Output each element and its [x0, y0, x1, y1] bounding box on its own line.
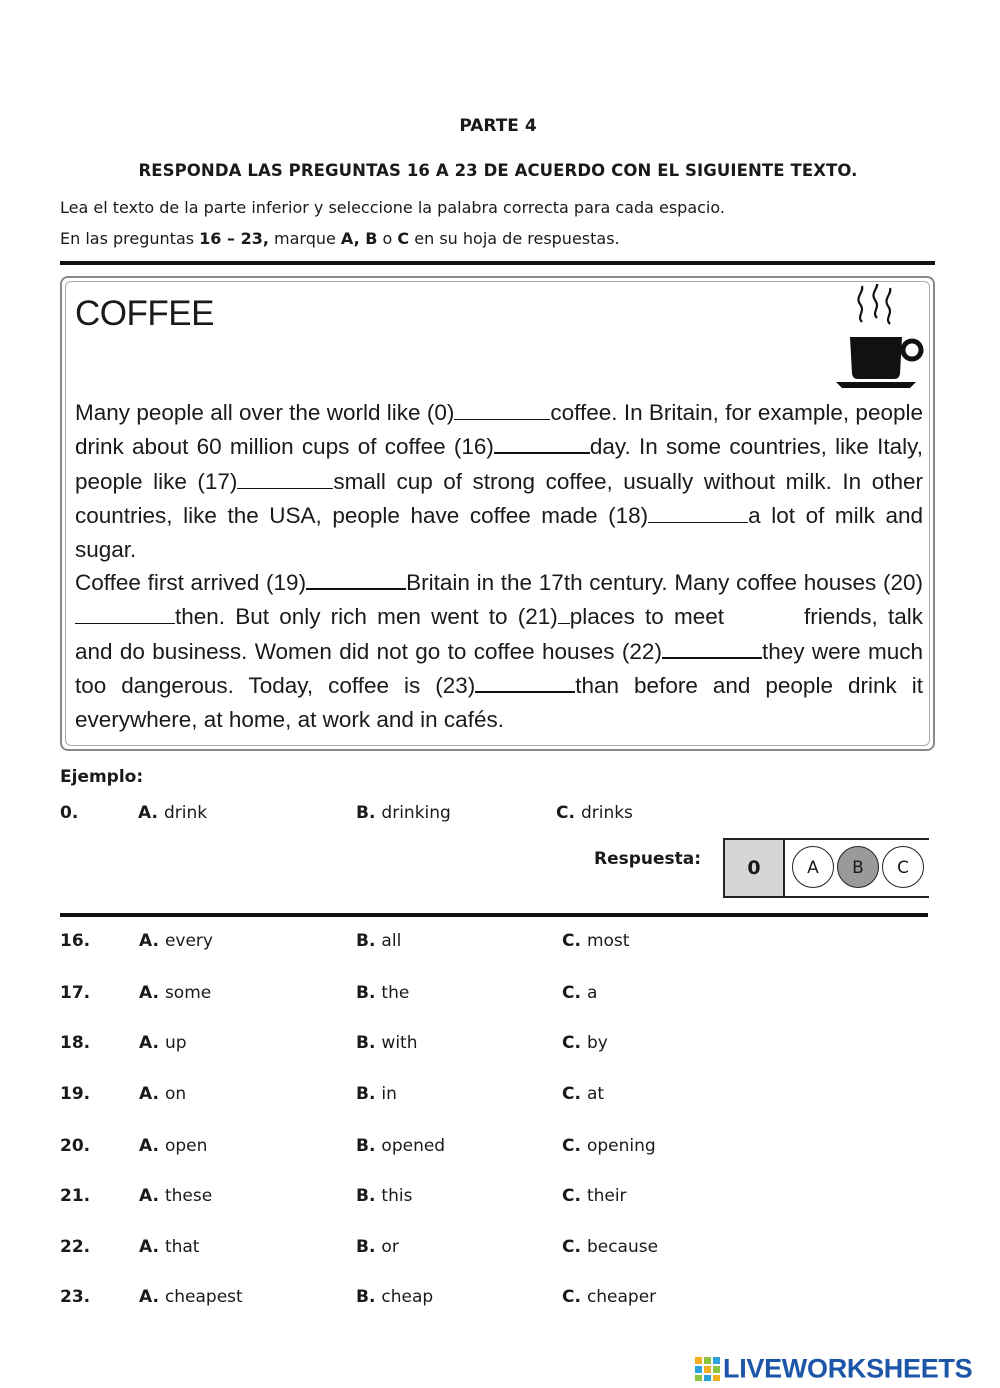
liveworksheets-logo-icon — [695, 1357, 721, 1381]
answer-label: Respuesta: — [594, 849, 702, 869]
question-number: 22. — [60, 1237, 91, 1257]
text-fragment: Many people all over the world like (0) — [75, 400, 455, 425]
gap-0[interactable] — [454, 419, 550, 420]
option-b[interactable]: B. or — [356, 1237, 399, 1257]
question-number: 16. — [60, 931, 91, 951]
option-a[interactable]: A. these — [139, 1186, 213, 1206]
gap-16[interactable] — [494, 452, 590, 454]
instruction-text: en su hoja de respuestas. — [409, 229, 620, 248]
text-fragment: Britain in the 17th century. Many coffee houses (20) — [406, 570, 923, 595]
option-letters: A, B — [340, 229, 378, 248]
option-c[interactable]: C. at — [562, 1084, 605, 1104]
text-fragment: a lot of milk and sugar. — [75, 502, 924, 563]
instruction-title: RESPONDA LAS PREGUNTAS 16 A 23 DE ACUERDO CON EL SIGUIENTE TEXTO. — [138, 161, 858, 180]
gap-17[interactable] — [237, 488, 333, 489]
text-fragment: then. But only rich men went to (21) — [175, 604, 558, 630]
option-b[interactable]: B. in — [356, 1084, 397, 1104]
part-title: PARTE 4 — [459, 116, 537, 136]
option-a[interactable]: A. every — [139, 931, 213, 951]
gap-19[interactable] — [306, 588, 406, 590]
option-a[interactable]: A. some — [139, 983, 212, 1003]
text-fragment: small cup of strong coffee, usually without milk. In other countries, like the USA, people have coffee made (18) — [75, 468, 923, 528]
answer-bubble-b-selected: B — [837, 846, 879, 888]
question-range: 16 – 23, — [199, 229, 269, 248]
text-fragment: they were much too dangerous. Today, coffee is (23) — [75, 638, 924, 698]
option-b[interactable]: B. with — [356, 1033, 418, 1053]
question-number: 17. — [60, 983, 91, 1003]
instruction-text: En las preguntas — [60, 229, 200, 248]
option-b[interactable]: B. all — [356, 931, 402, 951]
instruction-line-2 — [60, 229, 620, 248]
liveworksheets-logo — [695, 1352, 973, 1384]
coffee-cup-icon — [832, 284, 924, 392]
question-number: 23. — [60, 1287, 91, 1307]
gap-22[interactable] — [662, 657, 762, 659]
question-number: 20. — [60, 1136, 91, 1156]
answer-number: 0 — [725, 840, 785, 896]
option-c[interactable]: C. opening — [562, 1136, 656, 1156]
option-c[interactable]: C. by — [562, 1033, 608, 1053]
option-a[interactable]: A. open — [139, 1136, 208, 1156]
question-number: 19. — [60, 1084, 91, 1104]
example-option-c: C. drinks — [556, 803, 633, 823]
gap-20[interactable] — [75, 623, 175, 624]
brand-name: LIVEWORKSHEETS — [723, 1353, 973, 1384]
option-a[interactable]: A. that — [139, 1237, 200, 1257]
divider-rule — [60, 913, 928, 917]
text-fragment: Coffee first arrived (19) — [75, 570, 307, 595]
instruction-text: o — [377, 229, 398, 248]
question-number: 18. — [60, 1033, 91, 1053]
text-fragment: than before and people drink it everywhere, at home, at work and in cafés. — [75, 672, 923, 733]
option-a[interactable]: A. up — [139, 1033, 187, 1053]
option-a[interactable]: A. on — [139, 1084, 187, 1104]
instruction-text: marque — [268, 229, 341, 248]
option-c[interactable]: C. cheaper — [562, 1287, 657, 1307]
example-number: 0. — [60, 803, 79, 823]
gap-21[interactable] — [558, 623, 570, 624]
question-number: 21. — [60, 1186, 91, 1206]
option-c[interactable]: C. most — [562, 931, 630, 951]
option-c[interactable]: C. their — [562, 1186, 627, 1206]
option-b[interactable]: B. the — [356, 983, 410, 1003]
answer-bubble-a: A — [792, 846, 834, 888]
gap-23[interactable] — [475, 691, 575, 693]
text-fragment: coffee. In Britain, for example, people drink about 60 million cups of coffee (16) — [75, 400, 923, 460]
option-b[interactable]: B. this — [356, 1186, 413, 1206]
option-b[interactable]: B. cheap — [356, 1287, 434, 1307]
divider-rule — [60, 261, 935, 265]
text-fragment: day. In some countries, like Italy, people like (17) — [75, 434, 923, 494]
option-b[interactable]: B. opened — [356, 1136, 446, 1156]
text-fragment: places to meet — [569, 604, 724, 630]
paragraph-1 — [75, 396, 923, 567]
paragraph-2 — [75, 566, 923, 737]
gap-18[interactable] — [648, 522, 748, 523]
option-c[interactable]: C. because — [562, 1237, 659, 1257]
text-fragment: friends, talk and do business. Women did not go to coffee houses (22) — [75, 604, 923, 664]
answer-bubble-c: C — [882, 846, 924, 888]
option-c[interactable]: C. a — [562, 983, 598, 1003]
example-label: Ejemplo: — [60, 767, 144, 787]
answer-sheet-box — [723, 838, 929, 898]
instruction-line-1: Lea el texto de la parte inferior y seleccione la palabra correcta para cada espacio. — [60, 198, 725, 217]
example-option-a: A. drink — [138, 803, 208, 823]
option-letter: C — [397, 229, 410, 248]
option-a[interactable]: A. cheapest — [139, 1287, 243, 1307]
example-option-b: B. drinking — [356, 803, 451, 823]
text-title: COFFEE — [75, 294, 214, 333]
